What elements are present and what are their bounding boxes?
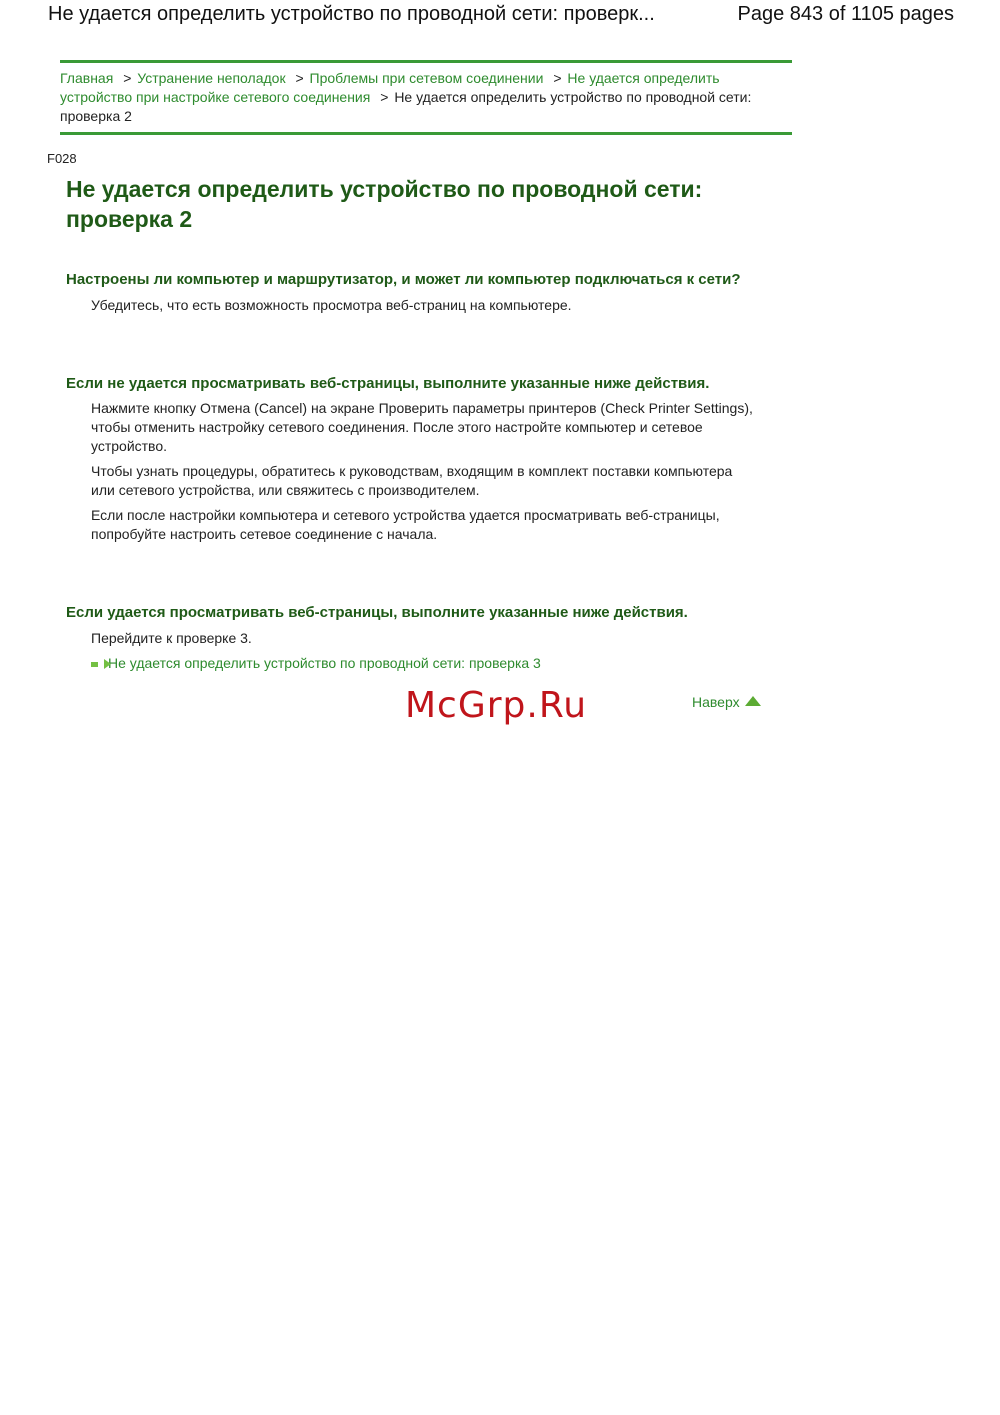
section-body (91, 399, 756, 544)
main-content (66, 174, 766, 671)
section-cannot-browse (66, 374, 766, 550)
paragraph: Убедитесь, что есть возможность просмотра веб-страниц на компьютере. (91, 297, 572, 313)
section-heading: Если не удается просматривать веб-страницы, выполните указанные ниже действия. (66, 375, 710, 392)
section-check-connection (66, 270, 766, 321)
next-check-link[interactable]: Не удается определить устройство по проводной сети: проверка 3 (108, 655, 541, 671)
breadcrumb-link-troubleshooting[interactable]: Устранение неполадок (137, 70, 286, 86)
breadcrumb-link-home[interactable]: Главная (60, 70, 114, 86)
arrow-right-icon (91, 655, 108, 671)
paragraph: Нажмите кнопку Отмена (Cancel) на экране Проверить параметры принтеров (Check Printer Settings), чтобы отменить настройку сетевого соединения. После этого настройте компьютер и сетевое устройство. (91, 400, 753, 454)
paragraph: Чтобы узнать процедуры, обратитесь к руководствам, входящим в комплект поставки компьютера или сетевого устройства, или свяжитесь с производителем. (91, 463, 733, 498)
section-body (91, 629, 756, 648)
breadcrumb-link-network-problems[interactable]: Проблемы при сетевом соединении (309, 70, 544, 86)
page-counter: Page 843 of 1105 pages (737, 3, 954, 25)
breadcrumb-link-cannot-detect[interactable]: Не удается определить устройство при настройке сетевого соединения (60, 70, 720, 105)
breadcrumb-current: Не удается определить устройство по проводной сети: проверка 2 (60, 89, 752, 124)
paragraph: Если после настройки компьютера и сетевого устройства удается просматривать веб-страницы, попробуйте настроить сетевое соединение с начала. (91, 507, 720, 542)
breadcrumb-separator: > (295, 70, 304, 86)
section-heading: Настроены ли компьютер и маршрутизатор, и может ли компьютер подключаться к сети? (66, 271, 741, 288)
breadcrumb-separator: > (380, 89, 389, 105)
breadcrumb-separator: > (123, 70, 132, 86)
next-check-link-line (91, 654, 766, 673)
paragraph: Перейдите к проверке 3. (91, 630, 252, 646)
breadcrumb-separator: > (553, 70, 562, 86)
document-title: Не удается определить устройство по проводной сети: проверк... (48, 3, 655, 25)
breadcrumb (60, 60, 792, 135)
page-code: F028 (47, 151, 77, 166)
back-to-top-label: Наверх (692, 694, 740, 710)
page-header (48, 0, 954, 30)
section-body (91, 296, 756, 315)
section-can-browse (66, 603, 766, 673)
section-heading: Если удается просматривать веб-страницы, выполните указанные ниже действия. (66, 604, 688, 621)
page-title: Не удается определить устройство по проводной сети: проверка 2 (66, 176, 703, 232)
watermark-logo: McGrp.Ru (405, 685, 588, 726)
triangle-up-icon (745, 696, 761, 706)
back-to-top-link[interactable] (692, 694, 761, 710)
